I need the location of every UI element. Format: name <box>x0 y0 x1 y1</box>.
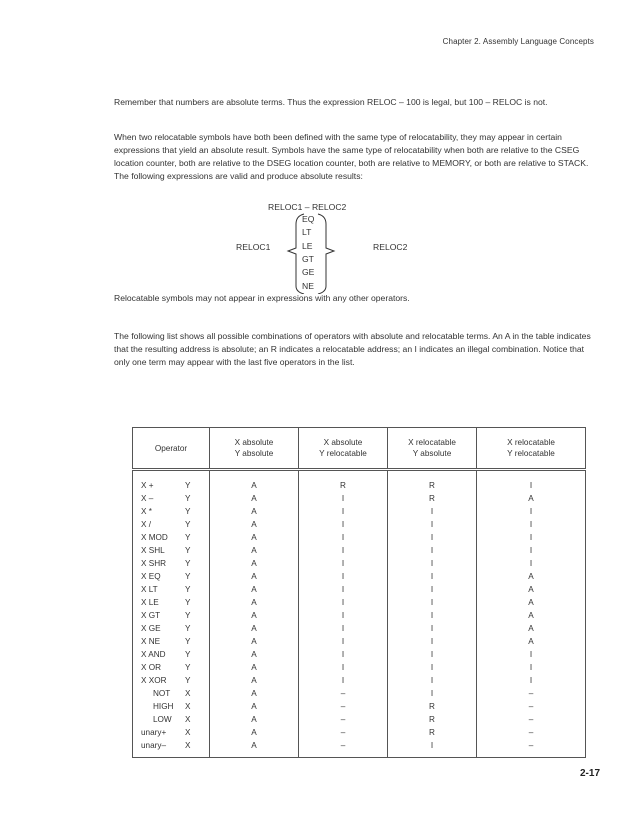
result-cell: I <box>477 518 586 531</box>
result-cell: I <box>299 648 388 661</box>
operator-cell: X EQ Y <box>133 570 210 583</box>
result-cell: A <box>210 635 299 648</box>
result-cell: A <box>210 726 299 739</box>
result-cell: I <box>388 531 477 544</box>
result-cell: A <box>477 609 586 622</box>
header-operator: Operator <box>133 428 210 470</box>
formula-right-operand: RELOC2 <box>373 242 408 252</box>
table-row <box>133 661 586 674</box>
result-cell: I <box>299 635 388 648</box>
result-cell: R <box>388 479 477 492</box>
table-row <box>133 479 586 492</box>
result-cell: – <box>477 739 586 758</box>
operator-cell: X / Y <box>133 518 210 531</box>
table-row <box>133 622 586 635</box>
result-cell: A <box>210 700 299 713</box>
operator-cell: X XOR Y <box>133 674 210 687</box>
table-row <box>133 674 586 687</box>
table-row <box>133 700 586 713</box>
operator-cell: X SHR Y <box>133 557 210 570</box>
operator-cell: unary+ X <box>133 726 210 739</box>
result-cell: A <box>477 570 586 583</box>
result-cell: I <box>299 596 388 609</box>
result-cell: A <box>210 557 299 570</box>
result-cell: A <box>210 505 299 518</box>
result-cell: R <box>388 492 477 505</box>
result-cell: – <box>299 726 388 739</box>
result-cell: – <box>299 713 388 726</box>
result-cell: I <box>388 609 477 622</box>
result-cell: A <box>210 609 299 622</box>
result-cell: I <box>299 570 388 583</box>
operator-cell: X LT Y <box>133 583 210 596</box>
table-row <box>133 557 586 570</box>
result-cell: I <box>388 687 477 700</box>
result-cell: I <box>477 505 586 518</box>
result-cell: I <box>477 557 586 570</box>
result-cell: I <box>388 505 477 518</box>
result-cell: A <box>477 635 586 648</box>
result-cell: – <box>477 687 586 700</box>
result-cell: I <box>299 518 388 531</box>
result-cell: A <box>210 596 299 609</box>
result-cell: I <box>388 648 477 661</box>
result-cell: A <box>210 583 299 596</box>
result-cell: I <box>477 531 586 544</box>
table-row <box>133 713 586 726</box>
result-cell: A <box>477 583 586 596</box>
result-cell: I <box>388 674 477 687</box>
formula-op: NE <box>302 280 314 291</box>
result-cell: R <box>388 713 477 726</box>
paragraph-relocatability: When two relocatable symbols have both been defined with the same type of relocatability, they may appear in certain expressions that yield an absolute result. Symbols have the same type of relocatability when both are relative to the CSEG location counter, both are relative to the DSEG location counter, both are relative to MEMORY, or both are relative to STACK. The following expressions are valid and produce absolute results: <box>114 132 589 181</box>
result-cell: R <box>388 726 477 739</box>
operator-cell: X SHL Y <box>133 544 210 557</box>
result-cell: I <box>299 492 388 505</box>
result-cell: I <box>299 557 388 570</box>
result-cell: – <box>477 700 586 713</box>
result-cell: A <box>210 674 299 687</box>
result-cell: A <box>210 622 299 635</box>
result-cell: I <box>388 596 477 609</box>
table-row <box>133 739 586 758</box>
table-row <box>133 609 586 622</box>
result-cell: I <box>477 648 586 661</box>
operator-cell: X AND Y <box>133 648 210 661</box>
result-cell: – <box>477 726 586 739</box>
result-cell: I <box>477 661 586 674</box>
result-cell: A <box>210 479 299 492</box>
result-cell: I <box>388 661 477 674</box>
result-cell: – <box>299 687 388 700</box>
header-rel-rel: X relocatable Y relocatable <box>477 428 586 470</box>
table-row <box>133 492 586 505</box>
table-row <box>133 726 586 739</box>
operator-cell: NOT X <box>133 687 210 700</box>
result-cell: A <box>210 713 299 726</box>
result-cell: I <box>477 674 586 687</box>
result-cell: I <box>299 505 388 518</box>
operator-cell: unary– X <box>133 739 210 758</box>
relocatable-expression-figure <box>0 202 638 292</box>
result-cell: I <box>477 544 586 557</box>
paragraph-numbers-absolute: Remember that numbers are absolute terms. Thus the expression RELOC – 100 is legal, but 100 – RELOC is not. <box>114 97 548 107</box>
operator-combination-table <box>132 427 586 758</box>
table-row <box>133 518 586 531</box>
result-cell: I <box>388 635 477 648</box>
table-row <box>133 635 586 648</box>
page-header: Chapter 2. Assembly Language Concepts <box>442 37 594 46</box>
result-cell: A <box>210 687 299 700</box>
table-row <box>133 596 586 609</box>
result-cell: – <box>477 713 586 726</box>
table-row <box>133 687 586 700</box>
result-cell: I <box>388 622 477 635</box>
operator-cell: X GT Y <box>133 609 210 622</box>
result-cell: I <box>299 531 388 544</box>
result-cell: I <box>388 570 477 583</box>
table-row <box>133 531 586 544</box>
formula-left-operand: RELOC1 <box>236 242 271 252</box>
result-cell: A <box>210 648 299 661</box>
result-cell: A <box>210 661 299 674</box>
result-cell: A <box>210 531 299 544</box>
formula-op: LE <box>302 240 313 251</box>
table-row <box>133 570 586 583</box>
result-cell: I <box>388 739 477 758</box>
result-cell: A <box>210 492 299 505</box>
result-cell: R <box>388 700 477 713</box>
operator-cell: X – Y <box>133 492 210 505</box>
table-row <box>133 544 586 557</box>
result-cell: I <box>388 557 477 570</box>
result-cell: I <box>388 583 477 596</box>
table-row <box>133 648 586 661</box>
header-abs-rel: X absolute Y relocatable <box>299 428 388 470</box>
operator-cell: X NE Y <box>133 635 210 648</box>
result-cell: I <box>477 479 586 492</box>
formula-op: GE <box>302 267 315 278</box>
operator-cell: X GE Y <box>133 622 210 635</box>
paragraph-other-operators: Relocatable symbols may not appear in expressions with any other operators. <box>114 293 410 303</box>
operator-cell: X * Y <box>133 505 210 518</box>
result-cell: R <box>299 479 388 492</box>
formula-op: GT <box>302 253 314 264</box>
result-cell: I <box>299 544 388 557</box>
result-cell: I <box>388 544 477 557</box>
result-cell: A <box>210 570 299 583</box>
operator-cell: LOW X <box>133 713 210 726</box>
result-cell: A <box>210 518 299 531</box>
table-row <box>133 505 586 518</box>
paragraph-combinations: The following list shows all possible combinations of operators with absolute and relocatable terms. An A in the table indicates that the resulting address is absolute; an R indicates a relocatable address; an I indicates an illegal combination. Notice that only one term may appear with the last five operators in the list. <box>114 331 591 367</box>
result-cell: A <box>210 544 299 557</box>
result-cell: A <box>210 739 299 758</box>
formula-op: LT <box>302 227 312 238</box>
result-cell: I <box>299 622 388 635</box>
result-cell: I <box>299 674 388 687</box>
result-cell: I <box>299 583 388 596</box>
operator-cell: X LE Y <box>133 596 210 609</box>
operator-cell: X + Y <box>133 479 210 492</box>
result-cell: – <box>299 700 388 713</box>
result-cell: I <box>388 518 477 531</box>
result-cell: A <box>477 492 586 505</box>
operator-cell: X MOD Y <box>133 531 210 544</box>
formula-op: EQ <box>302 214 315 224</box>
result-cell: – <box>299 739 388 758</box>
table-row <box>133 583 586 596</box>
header-rel-abs: X relocatable Y absolute <box>388 428 477 470</box>
operator-cell: X OR Y <box>133 661 210 674</box>
header-abs-abs: X absolute Y absolute <box>210 428 299 470</box>
result-cell: I <box>299 661 388 674</box>
result-cell: A <box>477 596 586 609</box>
result-cell: A <box>477 622 586 635</box>
page-number: 2-17 <box>579 768 600 779</box>
operator-cell: HIGH X <box>133 700 210 713</box>
formula-top: RELOC1 – RELOC2 <box>268 202 347 212</box>
result-cell: I <box>299 609 388 622</box>
